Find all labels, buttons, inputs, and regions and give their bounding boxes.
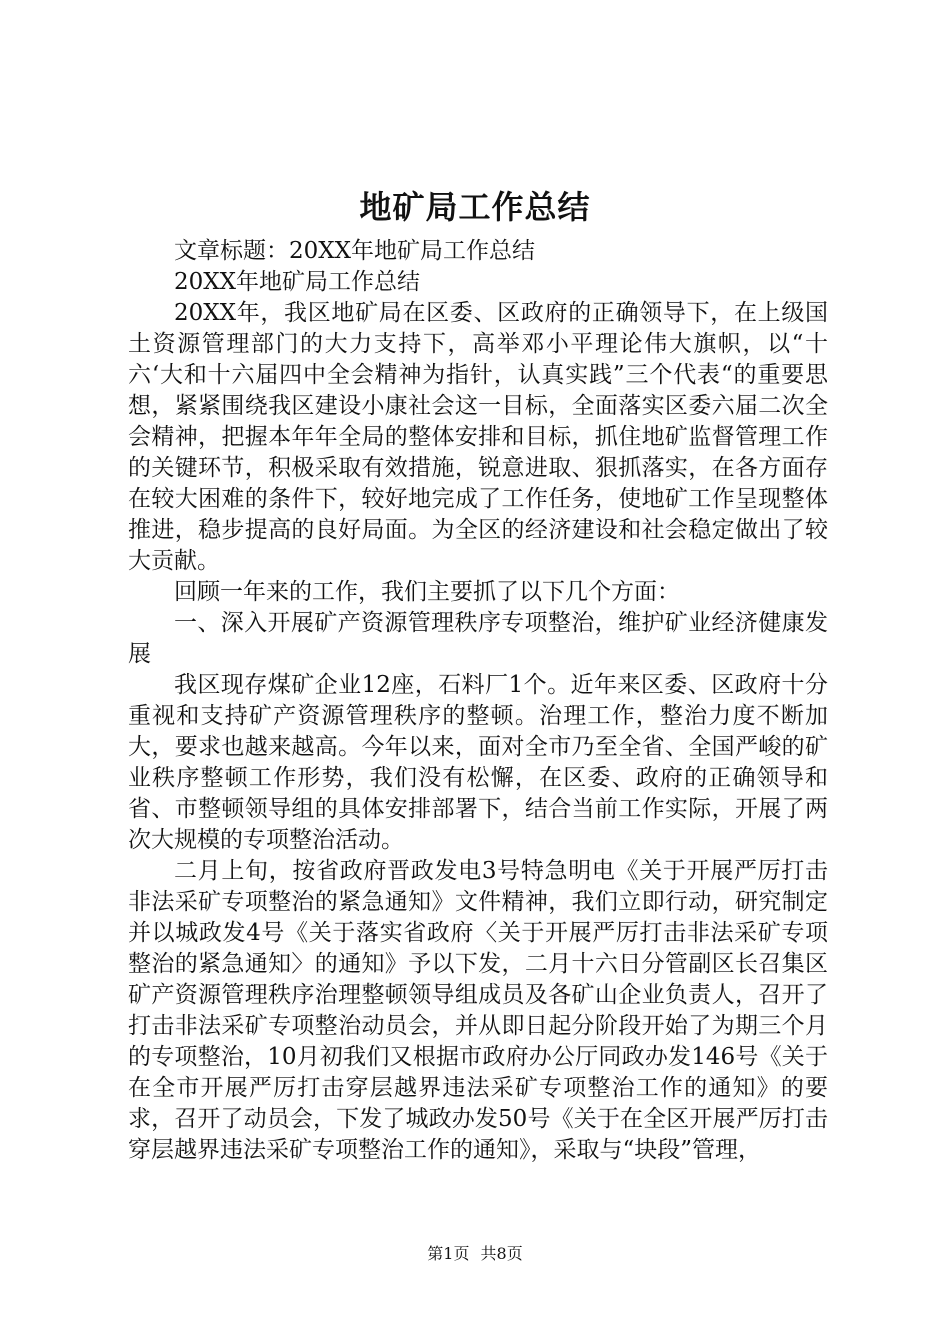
paragraph-current-status: 我区现存煤矿企业12座，石料厂1个。近年来区委、区政府十分重视和支持矿产资源管理秩序的整顿。治理工作，整治力度不断加大，要求也越来越高。今年以来，面对全市乃至全省、全国严峻的矿业秩序整顿工作形势，我们没有松懈，在区委、政府的正确领导和省、市整顿领导组的具体安排部署下，结合当前工作实际，开展了两次大规模的专项整治活动。 [128,672,828,853]
article-title-line: 文章标题：20XX年地矿局工作总结 [174,238,536,264]
subtitle-line: 20XX年地矿局工作总结 [174,269,421,295]
paragraph-review: 回顾一年来的工作，我们主要抓了以下几个方面： [174,579,680,605]
page-total: 共8页 [480,1244,523,1263]
page-number: 第1页 [427,1244,470,1263]
paragraph-intro: 20XX年，我区地矿局在区委、区政府的正确领导下，在上级国土资源管理部门的大力支持下，高举邓小平理论伟大旗帜，以“十六‘大和十六届四中全会精神为指针，认真实践”三个代表“的重要思想，紧紧围绕我区建设小康社会这一目标，全面落实区委六届二次全会精神，把握本年年全局的整体安排和目标，抓住地矿监督管理工作的关键环节，积极采取有效措施，锐意进取、狠抓落实，在各方面存在较大困难的条件下，较好地完成了工作任务，使地矿工作呈现整体推进，稳步提高的良好局面。为全区的经济建设和社会稳定做出了较大贡献。 [128,300,828,574]
section-heading-1: 一、深入开展矿产资源管理秩序专项整治，维护矿业经济健康发展 [128,610,828,667]
document-title: 地矿局工作总结 [359,188,591,226]
document-body [128,236,828,1166]
page-footer [0,1243,950,1265]
paragraph-february: 二月上旬，按省政府晋政发电3号特急明电《关于开展严厉打击非法采矿专项整治的紧急通知》文件精神，我们立即行动，研究制定并以城政发4号《关于落实省政府〈关于开展严厉打击非法采矿专项整治的紧急通知〉的通知》予以下发，二月十六日分管副区长召集区矿产资源管理秩序治理整顿领导组成员及各矿山企业负责人，召开了打击非法采矿专项整治动员会，并从即日起分阶段开始了为期三个月的专项整治，10月初我们又根据市政府办公厅同政办发146号《关于在全市开展严厉打击穿层越界违法采矿专项整治工作的通知》的要求，召开了动员会，下发了城政办发50号《关于在全区开展严厉打击穿层越界违法采矿专项整治工作的通知》，采取与“块段”管理， [128,858,828,1163]
